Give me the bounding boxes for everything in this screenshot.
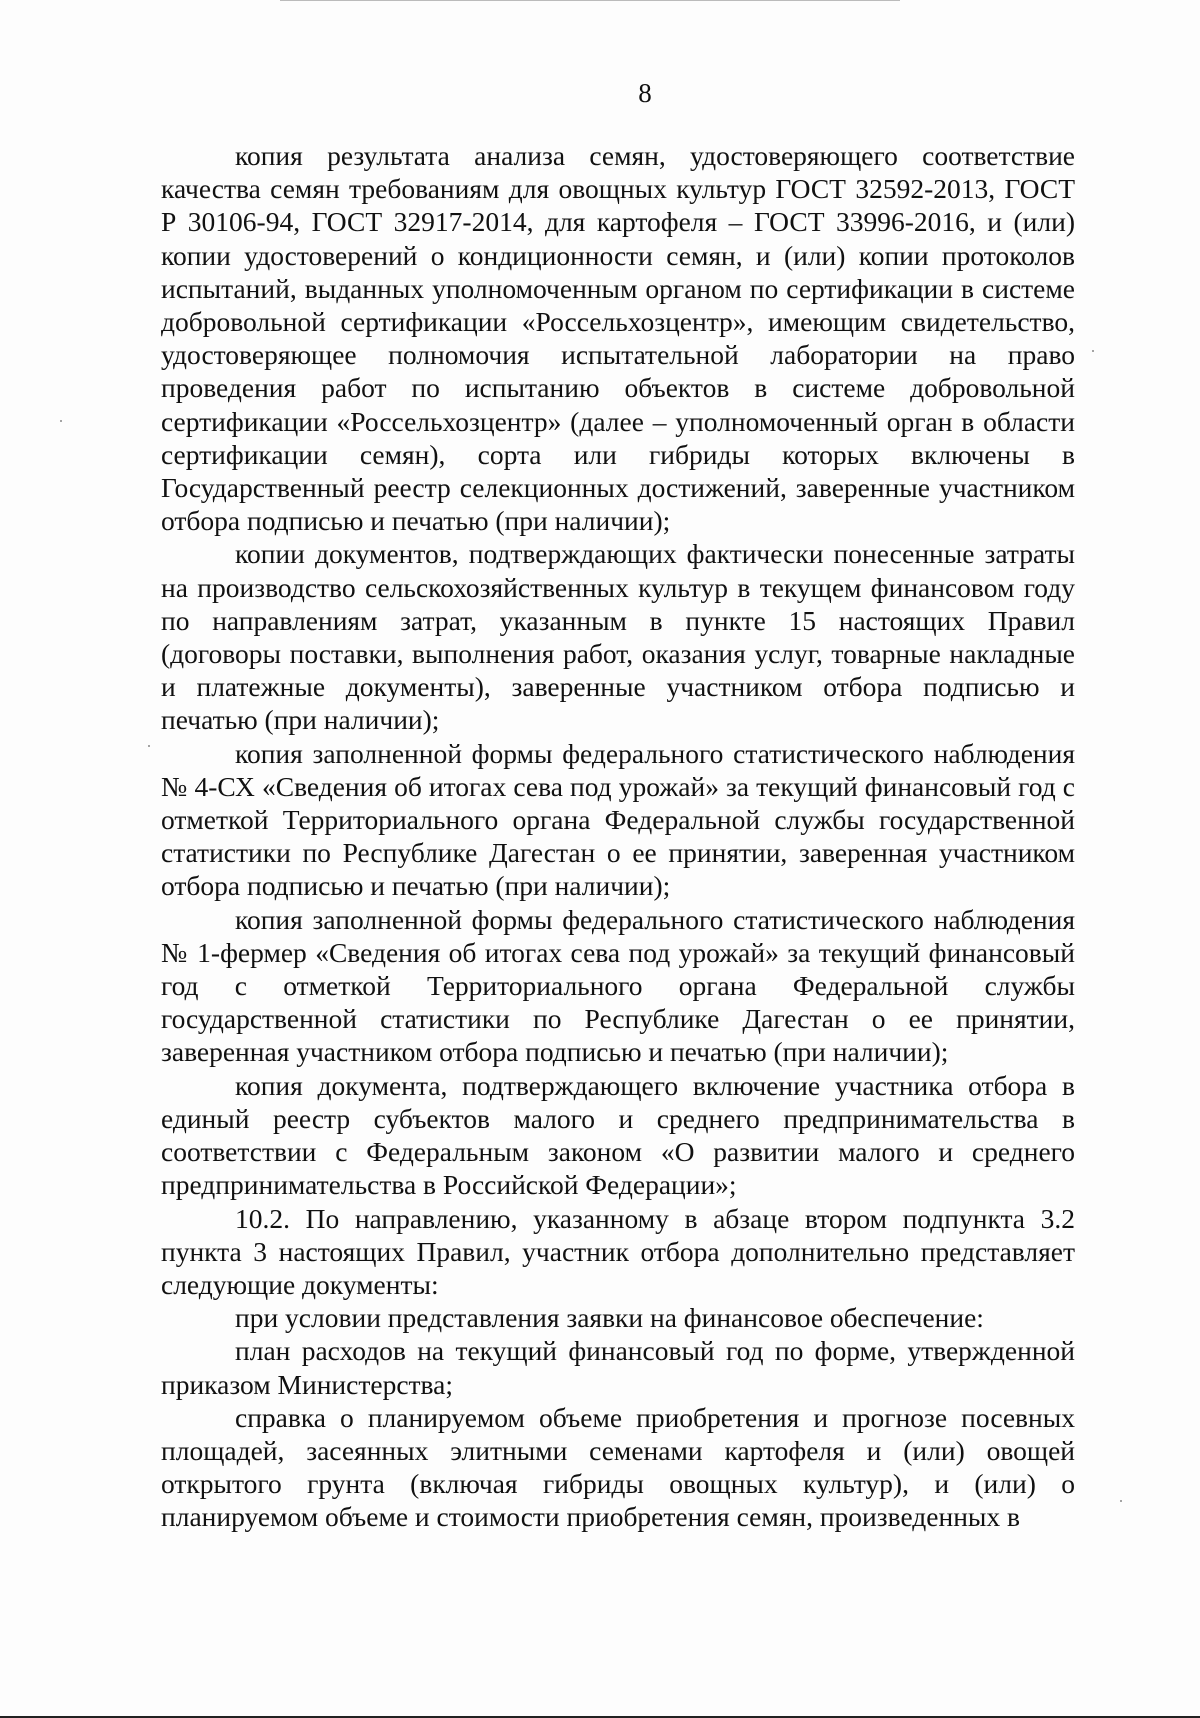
scan-speck [1092, 350, 1094, 352]
paragraph-form-4sx: копия заполненной формы федерального статистического наблюдения № 4-СХ «Сведения об итогах сева под урожай» за текущий финансовый год с отметкой Территориального органа Федеральной службы государственной статистики по Республике Дагестан о ее принятии, заверенная участником отбора подписью и печатью (при наличии); [161, 737, 1075, 902]
paragraph-financing-condition: при условии представления заявки на финансовое обеспечение: [235, 1302, 984, 1334]
paragraph-sme-registry: копия документа, подтверждающего включение участника отбора в единый реестр субъектов малого и среднего предпринимательства в соответствии с Федеральным законом «О развитии малого и среднего предпринимательства в Российской Федерации»; [161, 1069, 1075, 1201]
paragraph-seed-analysis-copy: копия результата анализа семян, удостоверяющего соответствие качества семян требованиям для овощных культур ГОСТ 32592-2013, ГОСТ Р 30106-94, ГОСТ 32917-2014, для картофеля – ГОСТ 33996-2016, и (или) копии удостоверений о кондиционности семян, и (или) копии протоколов испытаний, выданных уполномоченным органом по сертификации в системе добровольной сертификации «Россельхозцентр», имеющим свидетельство, удостоверяющее полномочия испытательной лаборатории на право проведения работ по испытанию объектов в системе добровольной сертификации «Россельхозцентр» (далее – уполномоченный орган в области сертификации семян), сорта или гибриды которых включены в Государственный реестр селекционных достижений, заверенные участником отбора подписью и печатью (при наличии); [161, 140, 1075, 537]
paragraph-section-10-2: 10.2. По направлению, указанному в абзаце втором подпункта 3.2 пункта 3 настоящих Правил, участник отбора дополнительно представляет следующие документы: [161, 1202, 1075, 1300]
paragraph-expense-documents: копии документов, подтверждающих фактически понесенные затраты на производство сельскохозяйственных культур в текущем финансовом году по направлениям затрат, указанным в пункте 15 настоящих Правил (договоры поставки, выполнения работ, оказания услуг, товарные накладные и платежные документы), заверенные участником отбора подписью и печатью (при наличии); [161, 538, 1075, 736]
paragraph-form-1-farmer: копия заполненной формы федерального статистического наблюдения № 1-фермер «Сведения об итогах сева под урожай» за текущий финансовый год с отметкой Территориального органа Федеральной службы государственной статистики по Республике Дагестан о ее принятии, заверенная участником отбора подписью и печатью (при наличии); [161, 903, 1075, 1068]
document-body [161, 139, 1075, 1534]
page-number: 8 [638, 78, 652, 108]
scan-speck [148, 745, 150, 747]
scan-speck [1120, 1500, 1122, 1502]
paragraph-planned-volume-certificate: справка о планируемом объеме приобретения и прогнозе посевных площадей, засеянных элитными семенами картофеля и (или) овощей открытого грунта (включая гибриды овощных культур), и (или) о планируемом объеме и стоимости приобретения семян, произведенных в [161, 1401, 1075, 1533]
scan-speck [60, 420, 62, 422]
paragraph-expense-plan: план расходов на текущий финансовый год по форме, утвержденной приказом Министерства; [161, 1335, 1075, 1400]
scan-top-edge [280, 0, 900, 1]
